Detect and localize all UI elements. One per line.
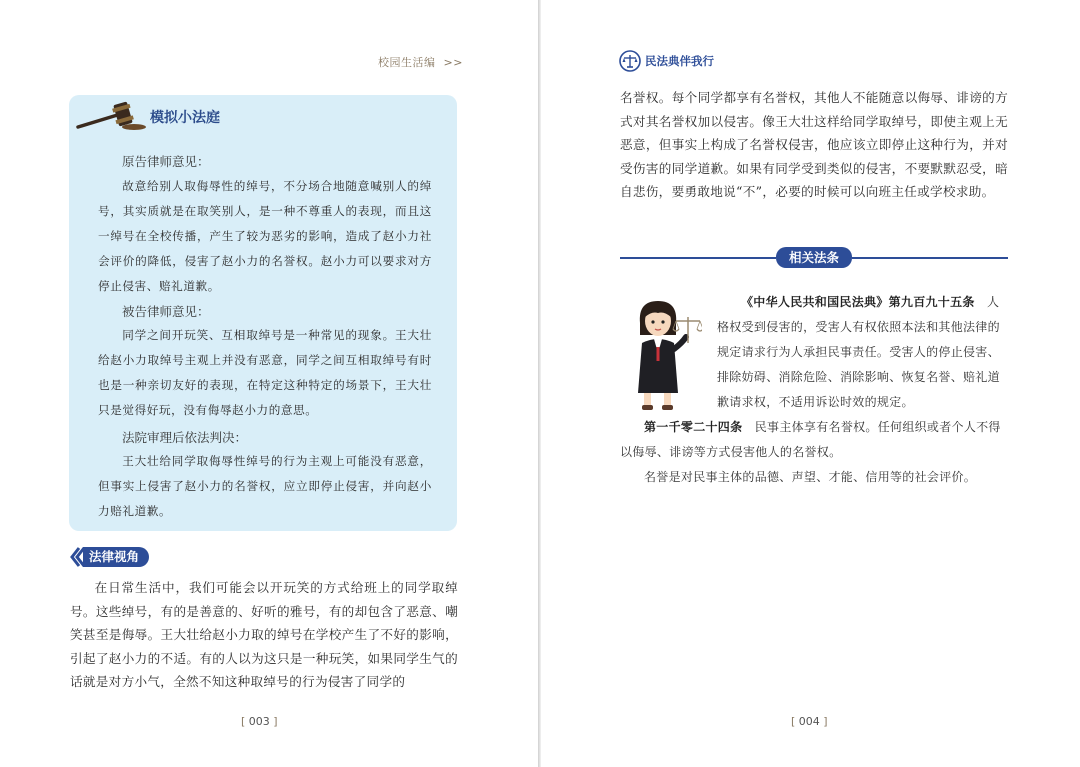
right-page-number: [ 004 ] [791, 715, 828, 728]
defendant-text-content: 同学之间开玩笑、互相取绰号是一种常见的现象。王大壮给赵小力取绰号主观上并没有恶意，同学之间互相取绰号有时也是一种亲切友好的表现，在特定这种特定的场景下，王大壮只是觉得好玩，没有侮辱赵小力的意思。 [98, 328, 432, 417]
article-995-title: 《中华人民共和国民法典》第九百九十五条 [741, 295, 975, 309]
divider-right [852, 257, 1008, 259]
divider-left [620, 257, 776, 259]
left-page-number: [ 003 ] [241, 715, 278, 728]
legal-perspective-content: 在日常生活中，我们可能会以开玩笑的方式给班上的同学取绰号。这些绰号，有的是善意的、好听的雅号，有的却包含了恶意、嘲笑甚至是侮辱。王大壮给赵小力取的绰号在学校产生了不好的影响，引起了赵小力的不适。有的人以为这只是一种玩笑，如果同学生气的话就是对方小气，全然不知这种取绰号的行为侵害了同学的 [70, 580, 458, 689]
running-head [378, 54, 463, 70]
court-heading: 法院审理后依法判决： [122, 430, 248, 445]
plaintiff-heading: 原告律师意见： [122, 154, 210, 169]
legal-perspective-label: 法律视角 [83, 547, 149, 567]
plaintiff-text [98, 174, 432, 299]
scales-logo-icon [619, 50, 641, 72]
legal-perspective-text [70, 576, 458, 694]
judge-illustration-icon [624, 293, 702, 415]
running-head-arrows: >> [443, 56, 463, 69]
article-995 [717, 290, 1007, 415]
court-verdict-text [98, 449, 432, 524]
gavel-icon [76, 99, 148, 131]
article-1024-note: 名誉是对民事主体的品德、声望、才能、信用等的社会评价。 [644, 470, 977, 484]
defendant-heading: 被告律师意见： [122, 304, 210, 319]
right-page-number-value: 004 [798, 715, 820, 728]
article-1024-title: 第一千零二十四条 [644, 420, 743, 434]
article-1024-text: 民事主体享有名誉权。任何组织或者个人不得以侮辱、诽谤等方式侵害他人的名誉权。 [620, 420, 1001, 459]
plaintiff-text-content: 故意给别人取侮辱性的绰号，不分场合地随意喊别人的绰号，其实质就是在取笑别人，是一种不尊重人的表现，而且这一绰号在全校传播，产生了较为恶劣的影响，造成了赵小力社会评价的降低，侵害了赵小力的名誉权。赵小力可以要求对方停止侵害、赔礼道歉。 [98, 179, 432, 293]
court-box-title: 模拟小法庭 [150, 110, 220, 126]
left-page-number-value: 003 [248, 715, 270, 728]
related-law-tag: 相关法条 [776, 247, 852, 268]
article-995-text: 人格权受到侵害的，受害人有权依照本法和其他法律的规定请求行为人承担民事责任。受害人的停止侵害、排除妨碍、消除危险、消除影响、恢复名誉、赔礼道歉请求权，不适用诉讼时效的规定。 [717, 295, 1000, 409]
continued-text: 名誉权。每个同学都享有名誉权，其他人不能随意以侮辱、诽谤的方式对其名誉权加以侵害。像王大壮这样给同学取绰号，即使主观上无恶意，但事实上构成了名誉权侵害，他应该立即停止这种行为，并对受伤害的同学道歉。如果有同学受到类似的侵害，不要默默忍受，暗自悲伤，要勇敢地说“不”，必要的时候可以向班主任或学校求助。 [620, 90, 1008, 199]
series-brand-name: 民法典伴我行 [645, 54, 714, 68]
defendant-text [98, 323, 432, 423]
court-verdict-content: 王大壮给同学取侮辱性绰号的行为主观上可能没有恶意，但事实上侵害了赵小力的名誉权，应立即停止侵害，并向赵小力赔礼道歉。 [98, 454, 432, 518]
running-head-title: 校园生活编 [378, 56, 436, 69]
article-1024 [620, 415, 1008, 465]
